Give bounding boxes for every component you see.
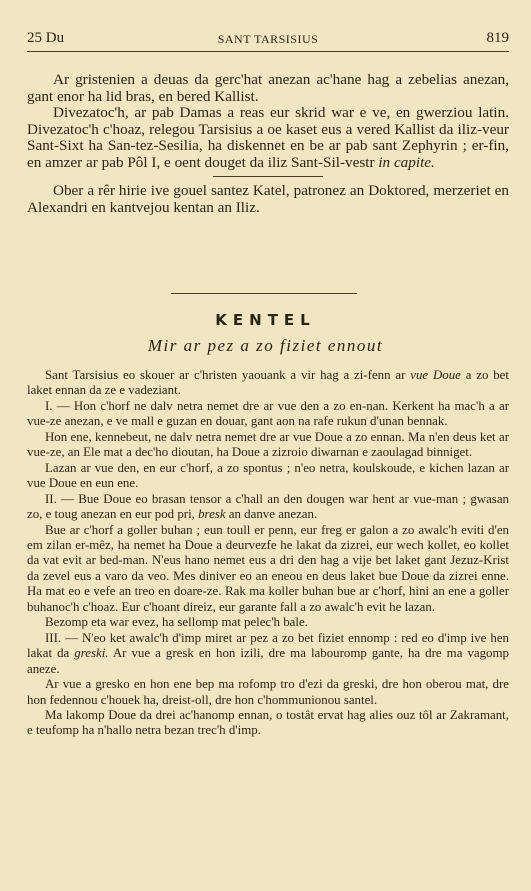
section-subtitle: Mir ar pez a zo fiziet ennout [147,336,384,355]
text-run: II. — Bue Doue eo brasan tensor a c'hall an den dougen war hent ar vue-man ; gwasan zo, e toug anezan en eur pod pri, [27,491,509,522]
paragraph: Lazan ar vue den, en eur c'horf, a zo spontus ; n'eo netra, koulskoude, e kichen lazan ar vue Doue en eun ene. [27,460,509,491]
text-run: Ar vue a gresk en hon izili, dre ma labouromp gante, ha dre ma vagomp aneze. [27,646,509,676]
short-divider [213,176,323,177]
text-run: III. — N'eo ket awalc'h d'imp miret ar pez a zo bet fiziet ennomp : red eo d'imp ive hen lakat da [27,630,509,661]
header-date: 25 Du [27,30,65,46]
italic-text: bresk [198,507,226,522]
paragraph [27,368,509,399]
upper-text [27,72,509,216]
paragraph: Bezomp eta war evez, ha sellomp mat pelec'h bale. [45,615,308,630]
running-header [27,30,509,50]
page-number: 819 [486,30,509,46]
paragraph: Ober a rêr hirie ive gouel santez Katel, patronez an Doktored, merzeriet en Alexandri en kantvejou kentan an Iliz. [27,182,509,216]
lesson-text [27,368,509,739]
paragraph: Ma lakomp Doue da drei ac'hanomp ennan, o tostât ervat hag alies ouz tôl ar Zakramant, e teufomp ha n'hallo netra bezan trec'h d'imp. [27,707,509,738]
header-divider [27,51,509,52]
section-divider [171,293,357,294]
header-title: SANT TARSISIUS [217,32,319,46]
italic-text: vue Doue [410,368,461,382]
section-title: KENTEL [215,311,316,329]
paragraph: I. — Hon c'horf ne dalv netra nemet dre ar vue den a zo en-nan. Kerkent ha mac'h a ar vue-ze anezan, e ve mall e guzan en douar, gant aon na rafe rukun d'unan bennak. [27,398,509,429]
paragraph [27,631,509,677]
paragraph: Ar vue a gresko en hon ene bep ma rofomp tro d'ezi da greski, dre hon oberou mat, dre hon fedennou c'houek ha, dreist-oll, dre hon c'hommunionou santel. [27,677,509,707]
italic-text: in capite. [378,153,435,171]
text-run: a zo bet laket ennan da ze e vadeziant. [27,368,509,398]
paragraph [27,492,509,523]
paragraph-text: Divezatoc'h, ar pab Damas a reas eur skrid war e ve, en gwerziou latin. Divezatoc'h c'hoaz, relegou Tarsisius a oe kaset eus a vered Kallist da iliz-veur Sant-Sixt ha San-tez-Sesilia, ha diskennet en be ar pab sant Zephyrin ; er-fin, en amzer ar pab Pôl I, e oent douget da iliz Sant-Sil-vestr [27,104,509,171]
text-run: an danve anezan. [228,507,318,522]
italic-text: greski. [74,646,109,661]
paragraph: Hon ene, kennebeut, ne dalv netra nemet dre ar vue Doue a zo ennan. Ma n'en deus ket ar vue-ze, an Ele mat a dec'ho dioutan, ha Doue a zizroio diwarnan e zaoulagad binniget. [27,429,509,460]
paragraph: Ar gristenien a deuas da gerc'hat anezan ac'hane hag a zebelias anezan, gant enor ha lid bras, en bered Kallist. [27,71,509,105]
paragraph [27,105,509,171]
paragraph: Bue ar c'horf a goller buhan ; eun toull er penn, eur freg er galon a zo awalc'h eviti d'en em zilan er-mêz, ha nemet ha Doue a deurvezfe he lakat da zizrei, eur wech kollet, eo kollet da vat evit ar bed-man. N'eus hano nemet eus a dri den hag a vije bet laket gant Jezuz-Krist da zevel eus a varo da veo. Mes diniver eo an eneou en deus laket bue Doue da zizrei enne. Ha mat eo e vefe an treo en doare-ze. Rak ma koller buhan bue ar c'horf, hini an ene a goller buhanoc'h c'hoaz. Eur c'hoant direiz, eur garante fall a zo awalc'h evit he lazan. [27,522,509,614]
text-run: Sant Tarsisius eo skouer ar c'hristen yaouank a vir hag a zi-fenn ar [45,368,406,382]
